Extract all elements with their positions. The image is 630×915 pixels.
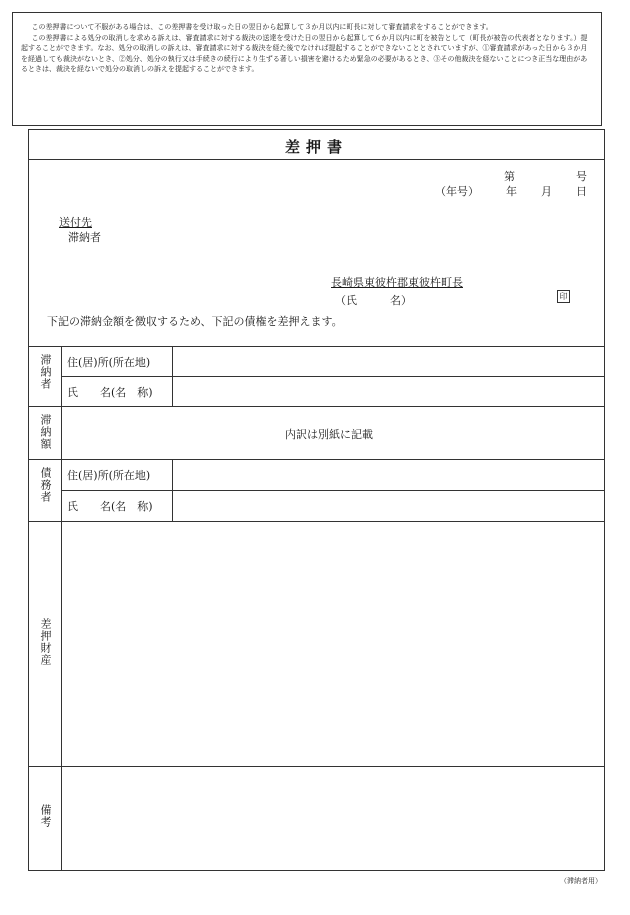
debtor-field-divider (172, 459, 173, 521)
send-to-recipient: 滞納者 (68, 231, 101, 244)
appeal-notice-paragraph-2: この差押書による処分の取消しを求める訴えは、審査請求に対する裁決の送達を受けた日の翌日から起算して６か月以内に町を被告として（町長が被告の代表者となります。）提起することができます。なお、処分の取消しの訴えは、審査請求に対する裁決を経た後でなければ提起することができないこととされていますが、①審査請求があった日から３か月を経過しても裁決がないとき、②処分、処分の執行又は手続きの続行により生ずる著しい損害を避けるため緊急の必要があるとき、③その他裁決を経ないことにつき正当な理由があるときは、裁決を経ないで処分の取消しの訴えを提起することができます。 (21, 33, 588, 73)
day-label: 日 (576, 185, 587, 198)
divider-taxpayer-top (29, 346, 604, 347)
month-label: 月 (541, 185, 552, 198)
divider-remarks-top (29, 766, 604, 767)
divider-debtor-top (29, 459, 604, 460)
era-label: （年号） (435, 185, 479, 198)
taxpayer-section-label: 滞納者 (39, 354, 52, 390)
debtor-name-label: 氏 名(名 称) (67, 500, 153, 513)
divider-title (29, 159, 604, 160)
seal-mark: 印 (557, 290, 570, 303)
issuer-title: 長崎県東彼杵郡東彼杵町長 (331, 276, 463, 289)
number-prefix: 第 (504, 170, 515, 183)
year-label: 年 (506, 185, 517, 198)
amount-detail-text: 内訳は別紙に記載 (285, 428, 373, 441)
form-title: 差押書 (284, 138, 348, 156)
appeal-notice-paragraph-1: この差押書について不服がある場合は、この差押書を受け取った日の翌日から起算して３か月以内に町長に対して審査請求をすることができます。 (31, 23, 493, 31)
amount-section-label: 滞納額 (39, 414, 52, 450)
property-section-label: 差押財産 (39, 618, 52, 666)
number-suffix: 号 (576, 170, 587, 183)
divider-property-top (29, 521, 604, 522)
taxpayer-name-label: 氏 名(名 称) (67, 386, 153, 399)
appeal-notice-box (12, 12, 602, 126)
taxpayer-address-label: 住(居)所(所在地) (67, 356, 151, 369)
remarks-section-label: 備考 (39, 804, 52, 828)
label-column-divider (61, 346, 62, 870)
seizure-statement: 下記の滞納金額を徴収するため、下記の債権を差押えます。 (47, 315, 343, 328)
send-to-label: 送付先 (59, 216, 92, 229)
issuer-name-label: （氏 名） (335, 294, 412, 307)
divider-taxpayer-mid (61, 376, 604, 377)
divider-debtor-mid (61, 490, 604, 491)
copy-designation: （滞納者用） (560, 877, 602, 885)
debtor-section-label: 債務者 (39, 467, 52, 503)
divider-amount-top (29, 406, 604, 407)
taxpayer-field-divider (172, 346, 173, 406)
seizure-form (28, 129, 605, 871)
debtor-address-label: 住(居)所(所在地) (67, 469, 151, 482)
